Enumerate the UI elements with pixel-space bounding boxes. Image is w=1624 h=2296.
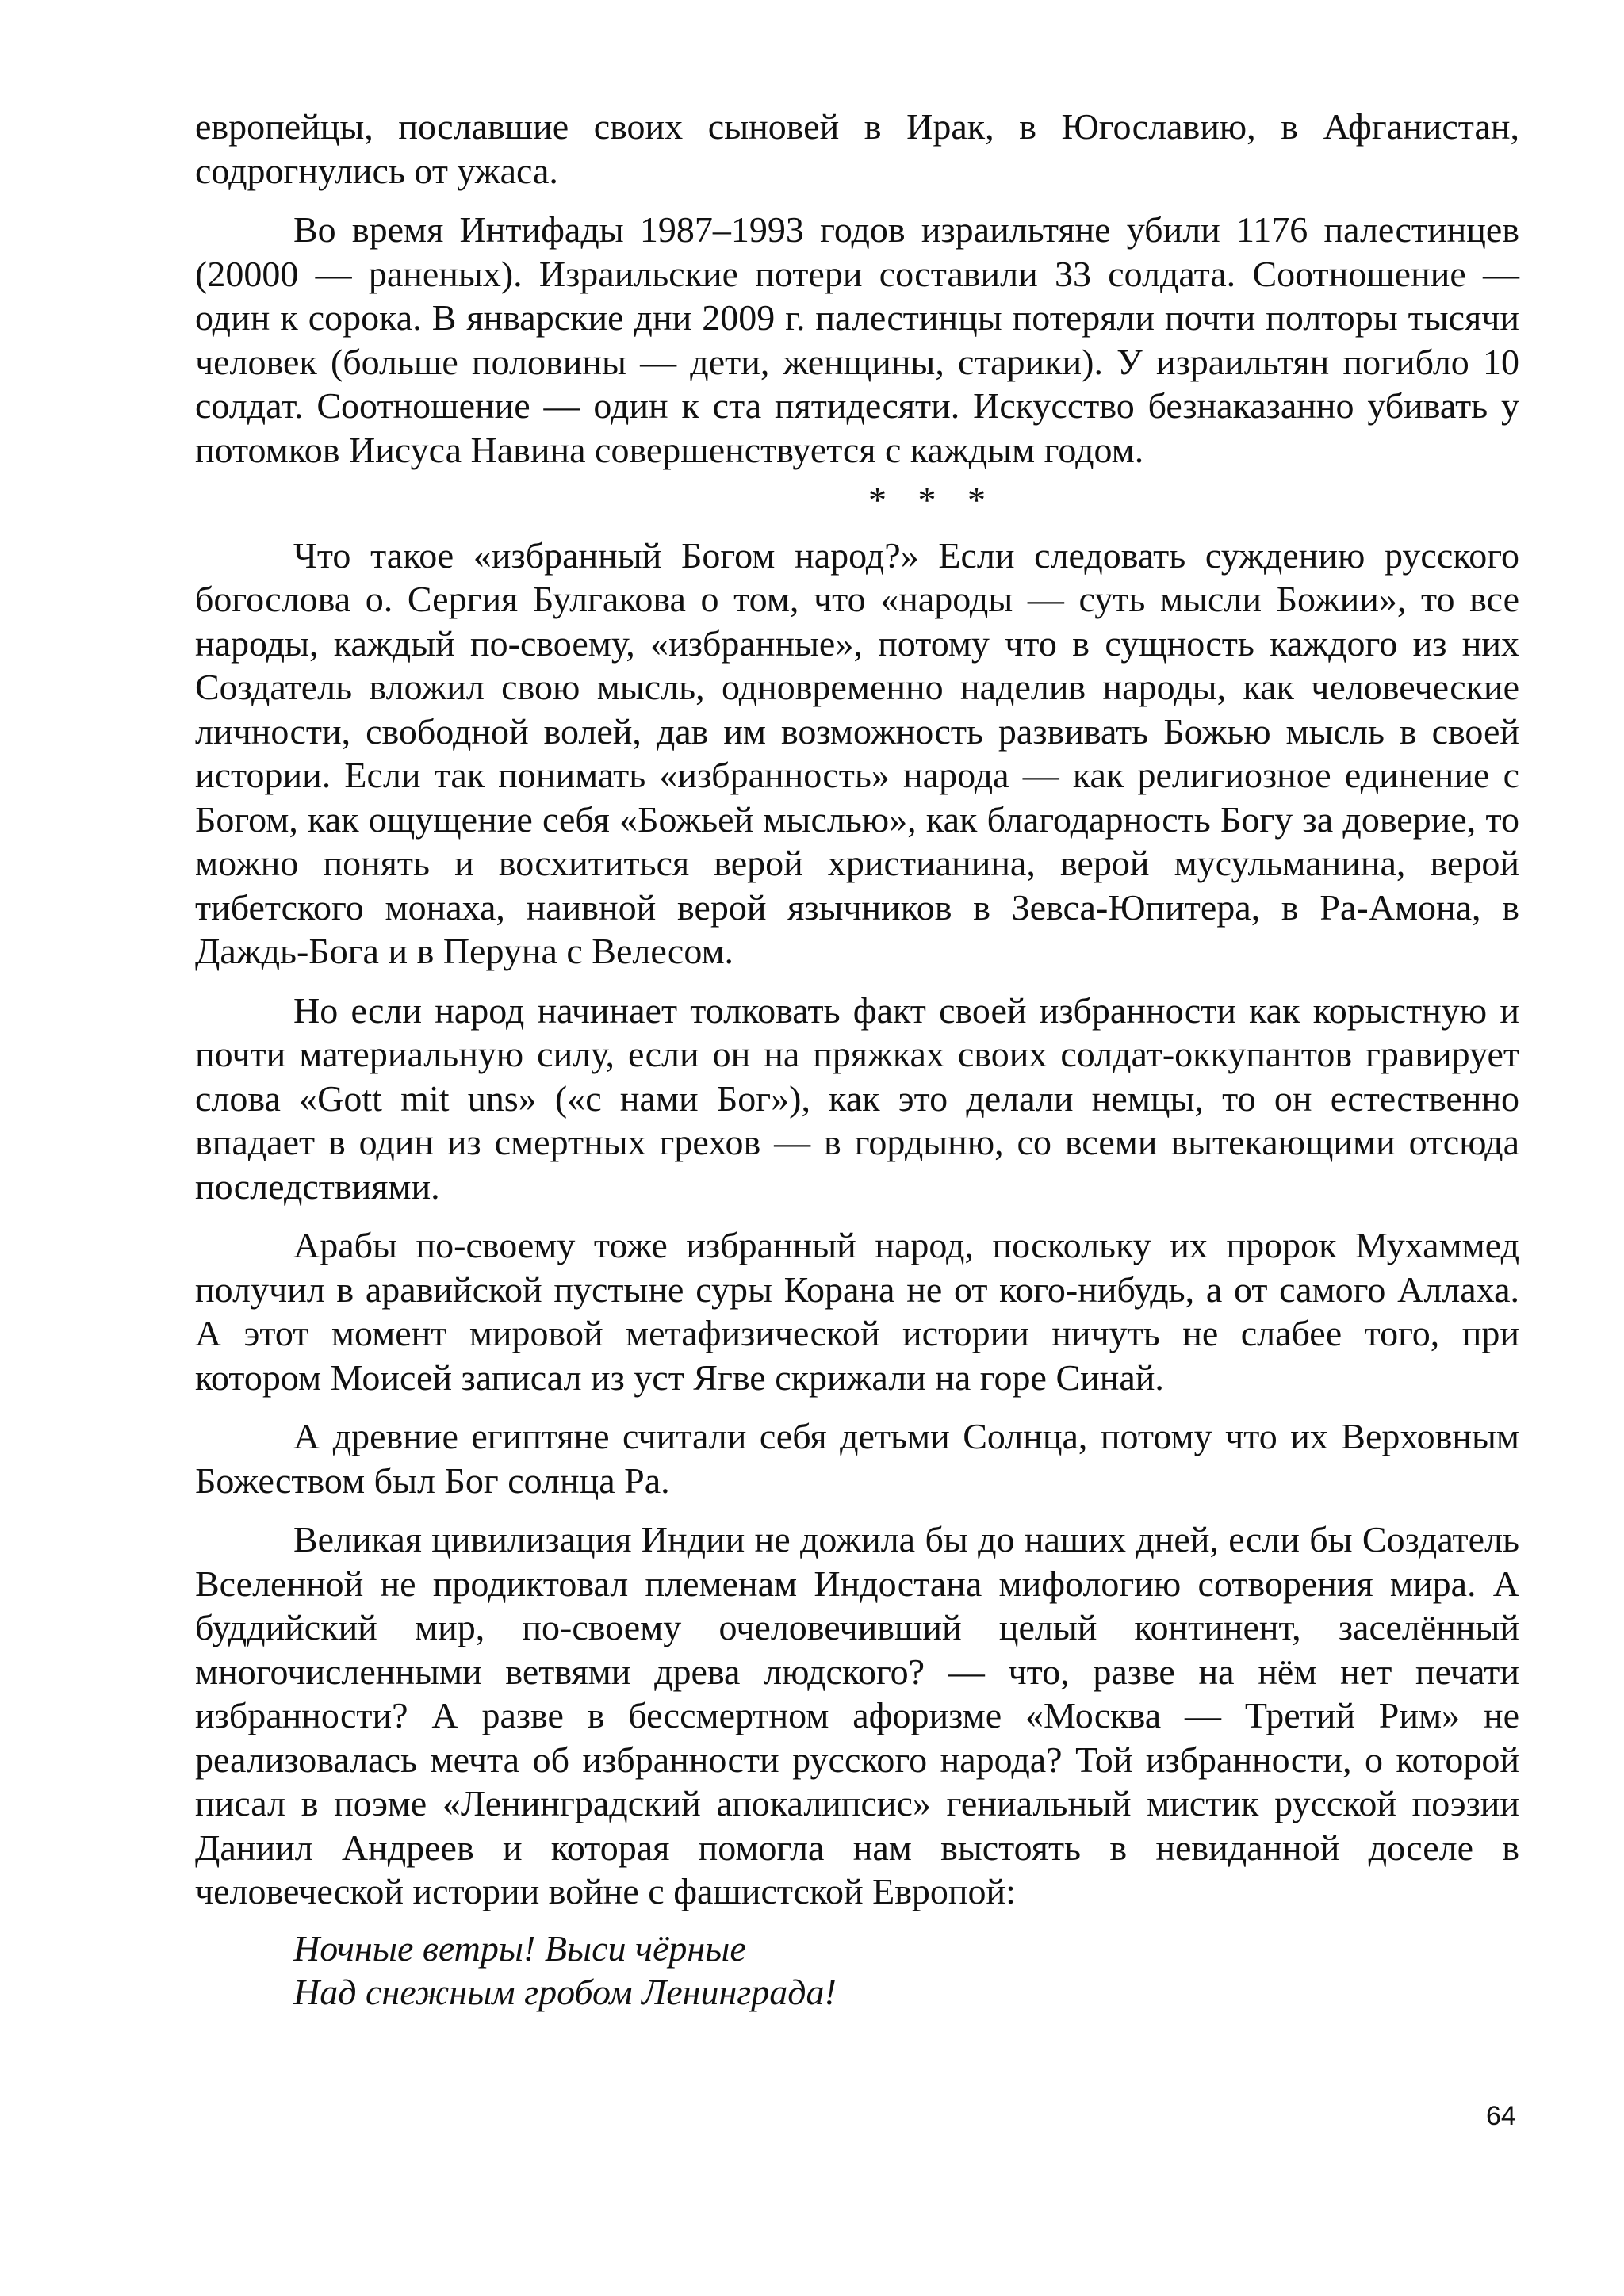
section-separator: * * * xyxy=(868,480,997,520)
verse-line: Ночные ветры! Выси чёрные xyxy=(293,1927,746,1969)
paragraph-egyptians: А древние египтяне считали себя детьми Солнца, потому что их Верховным Божеством был Бог солнца Ра. xyxy=(195,1416,1519,1501)
paragraph-continuation: европейцы, пославшие своих сыновей в Ирак, в Югославию, в Афганистан, содрогнулись от ужаса. xyxy=(195,106,1519,191)
page-number: 64 xyxy=(1486,2101,1516,2131)
paragraph-pride: Но если народ начинает толковать факт своей избранности как корыстную и почти материальную силу, если он на пряжках своих солдат-оккупантов гравирует слова «Gott mit uns» («с нами Бог»), как это делали немцы, то он естественно впадает в один из смертных грехов — в гордыню, со всеми вытекающими отсюда последствиями. xyxy=(195,989,1519,1207)
paragraph-arabs: Арабы по-своему тоже избранный народ, поскольку их пророк Мухаммед получил в аравийской пустыне суры Корана не от кого-нибудь, а от самого Аллаха. А этот момент мировой метафизической истории ничуть не слабее того, при котором Моисей записал из уст Ягве скрижали на горе Синай. xyxy=(195,1225,1519,1398)
verse-quote xyxy=(195,1927,1519,2015)
paragraph-india: Великая цивилизация Индии не дожила бы до наших дней, если бы Создатель Вселенной не продиктовал племенам Индостана мифологию сотворения мира. А буддийский мир, по-своему очеловечивший целый континент, заселённый многочисленными ветвями древа людского? — что, разве на нём нет печати избранности? А разве в бессмертном афоризме «Москва — Третий Рим» не реализовалась мечта об избранности русского народа? Той избранности, о которой писал в поэме «Ленинградский апокалипсис» гениальный мистик русской поэзии Даниил Андреев и которая помогла нам выстоять в невиданной доселе в человеческой истории войне с фашистской Европой: xyxy=(195,1519,1519,1911)
paragraph-chosen-people: Что такое «избранный Богом народ?» Если следовать суждению русского богослова о. Сергия Булгакова о том, что «народы — суть мысли Божии», то все народы, каждый по-своему, «избранные», потому что в сущность каждого из них Создатель вложил свою мысль, одновременно наделив народы, как человеческие личности, свободной волей, дав им возможность развивать Божью мысль в своей истории. Если так понимать «избранность» народа — как религиозное единение с Богом, как ощущение себя «Божьей мыслью», как благодарность Богу за доверие, то можно понять и восхититься верой христианина, верой мусульманина, верой тибетского монаха, наивной верой язычников в Зевса-Юпитера, в Ра-Амона, в Даждь-Бога и в Перуна с Велесом. xyxy=(195,534,1519,971)
verse-line: Над снежным гробом Ленинграда! xyxy=(293,1972,837,2012)
paragraph-intifada-statistics: Во время Интифады 1987–1993 годов израильтяне убили 1176 палестинцев (20000 — раненых). Израильские потери составили 33 солдата. Соотношение — один к сорока. В январские дни 2009 г. палестинцы потеряли почти полторы тысячи человек (больше половины — дети, женщины, старики). У израильтян погибло 10 солдат. Соотношение — один к ста пятидесяти. Искусство безнаказанно убивать у потомков Иисуса Навина совершенствуется с каждым годом. xyxy=(195,209,1519,470)
page-body xyxy=(195,105,1519,2015)
